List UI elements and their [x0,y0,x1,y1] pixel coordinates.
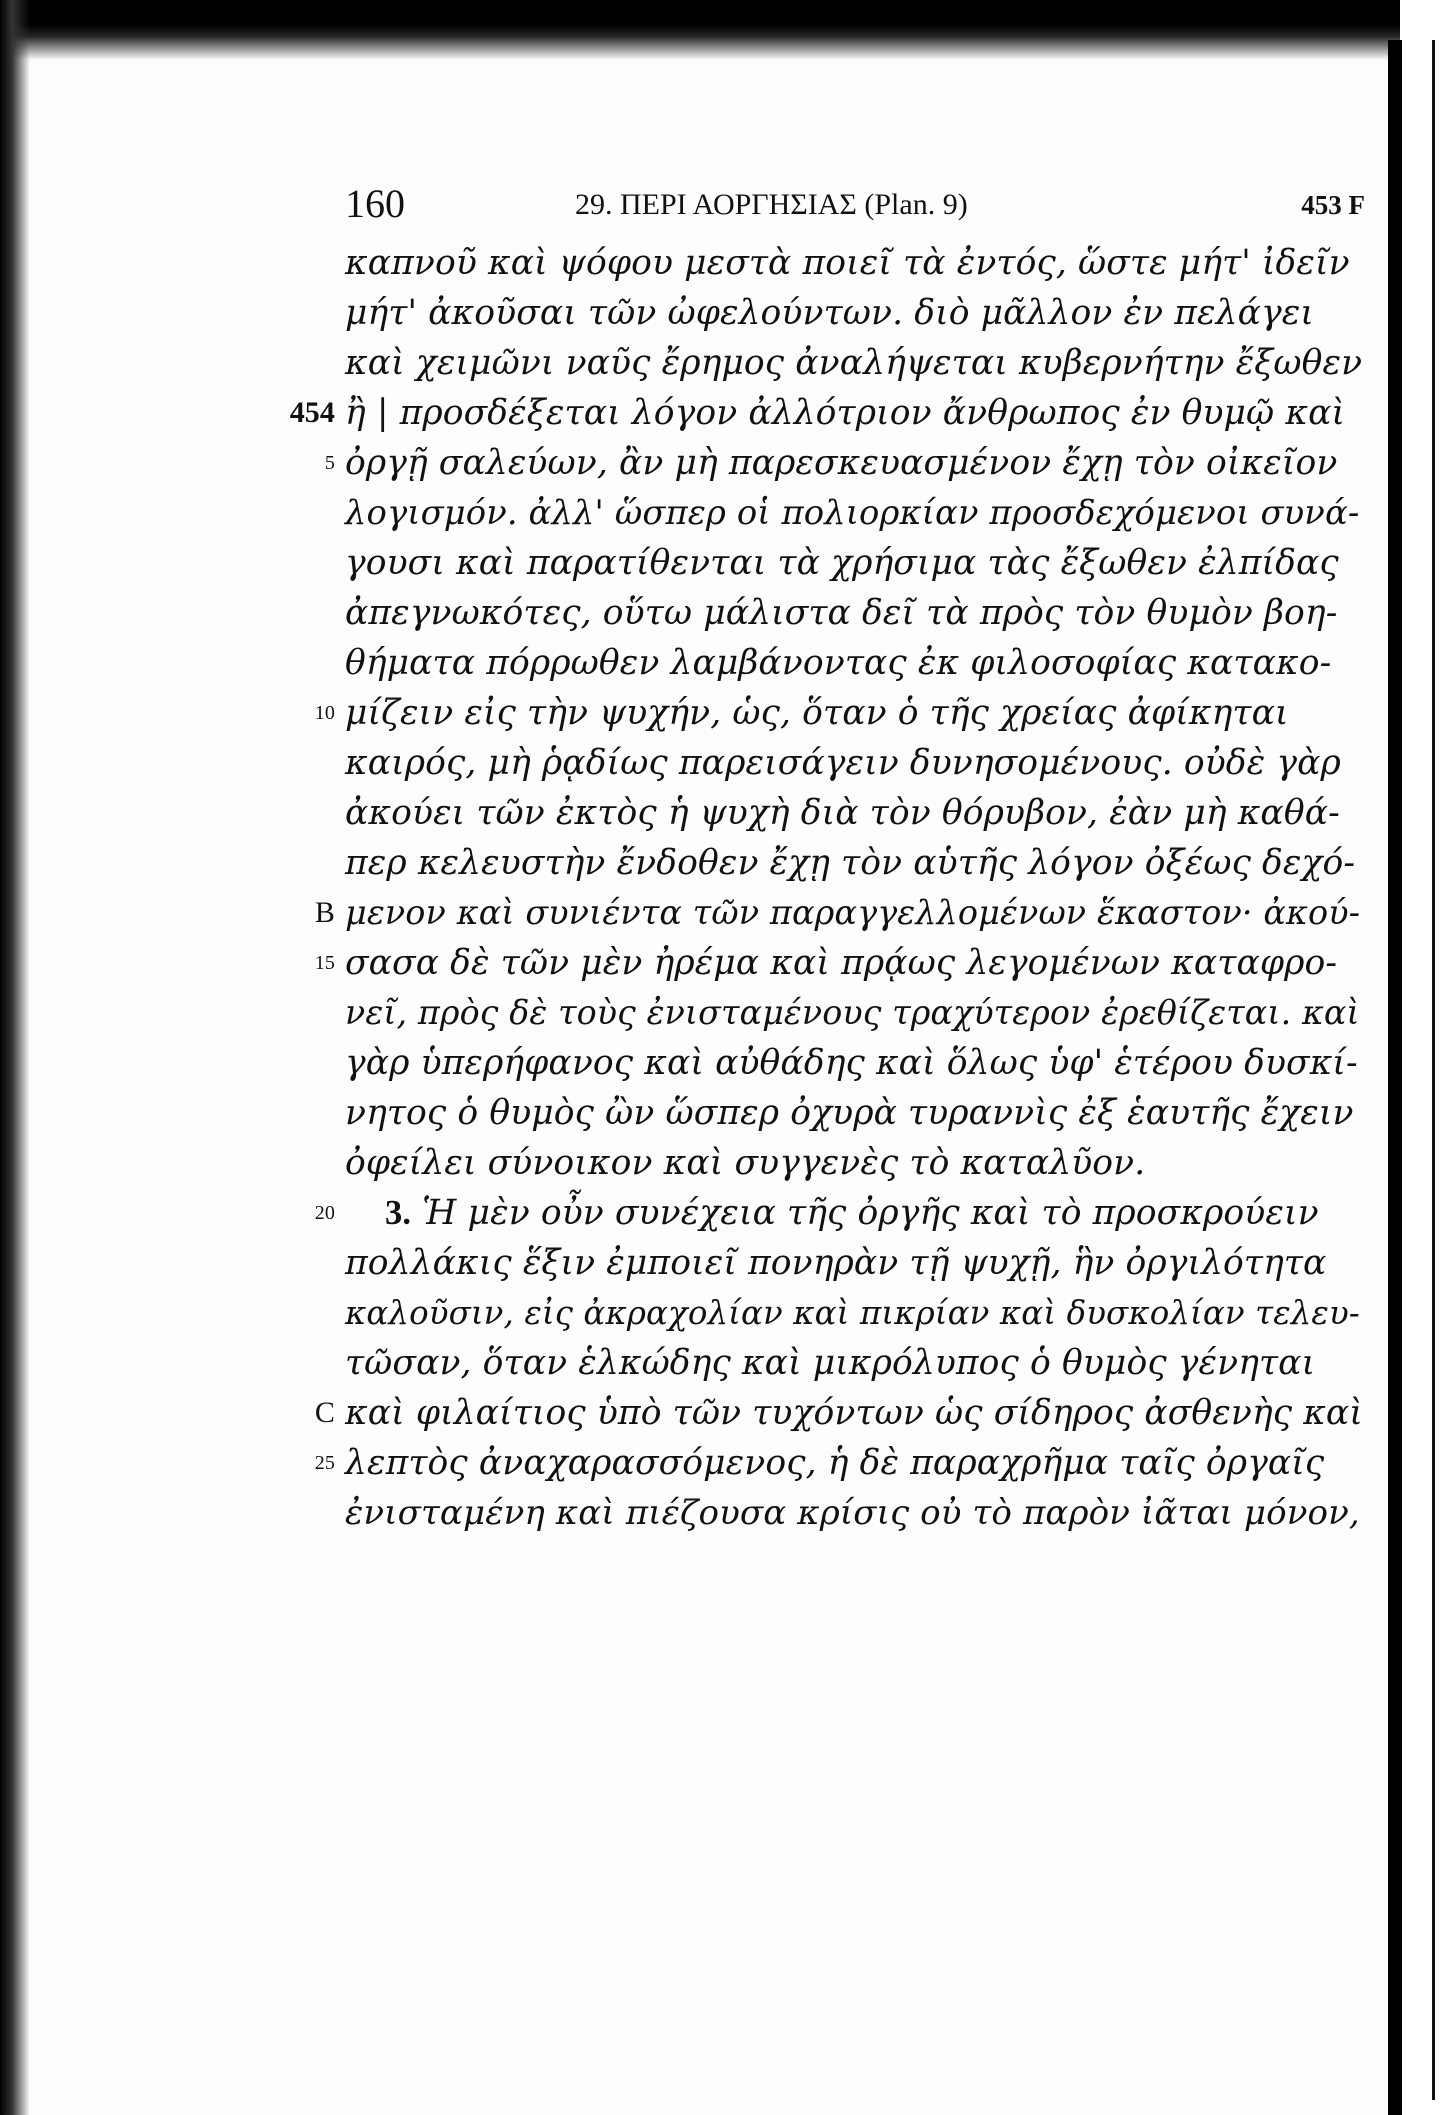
line-text: θήματα πόρρωθεν λαμβάνοντας ἐκ φιλοσοφίας κατακο- [345,643,1332,683]
text-line [345,1238,1365,1288]
line-text: λεπτὸς ἀναχαρασσόμενος, ἡ δὲ παραχρῆμα ταῖς ὀργαῖς [345,1443,1325,1483]
margin-marker: 15 [314,952,335,974]
text-line [314,938,1365,988]
text-line [345,638,1365,688]
line-text: γουσι καὶ παρατίθενται τὰ χρήσιμα τὰς ἔξωθεν ἐλπίδας [345,543,1339,583]
text-line [345,288,1365,338]
line-text: περ κελευστὴν ἔνδοθεν ἔχῃ τὸν αὑτῆς λόγον ὀξέως δεχό- [345,843,1356,883]
line-text: καλοῦσιν, εἰς ἀκραχολίαν καὶ πικρίαν καὶ δυσκολίαν τελευ- [345,1294,1360,1332]
text-line [324,438,1365,488]
line-text: μήτ' ἀκοῦσαι τῶν ὠφελούντων. διὸ μᾶλλον ἐν πελάγει [345,293,1314,333]
margin-marker: C [314,1396,335,1429]
facing-page-rule [1432,40,1435,2100]
line-text: καὶ φιλαίτιος ὑπὸ τῶν τυχόντων ὡς σίδηρος ἀσθενὴς καὶ [345,1393,1363,1433]
text-line [345,838,1365,888]
margin-marker: 25 [314,1452,335,1474]
line-text: πολλάκις ἕξιν ἐμποιεῖ πονηρὰν τῇ ψυχῇ, ἣν ὀργιλότητα [345,1243,1327,1283]
line-text: νεῖ, πρὸς δὲ τοὺς ἐνισταμένους τραχύτερον ἐρεθίζεται. καὶ [345,993,1360,1032]
facing-page-edge [1400,0,1454,2115]
text-line [314,1438,1365,1488]
text-line [345,1038,1365,1088]
text-line [314,1388,1365,1438]
text-line [345,1338,1365,1388]
margin-marker: 20 [314,1202,335,1224]
text-line [289,388,1365,438]
line-text: Ἡ μὲν οὖν συνέχεια τῆς ὀργῆς καὶ τὸ προσκρούειν [422,1193,1319,1233]
line-text: ὀφείλει σύνοικον καὶ συγγενὲς τὸ καταλῦον. [345,1143,1146,1183]
scan-edge-left [0,0,30,2115]
book-gutter [1388,40,1402,2115]
text-line [345,988,1365,1038]
margin-marker: 5 [324,452,335,474]
line-text: ἀκούει τῶν ἐκτὸς ἡ ψυχὴ διὰ τὸν θόρυβον, ἐὰν μὴ καθά- [345,793,1340,833]
text-line [345,1288,1365,1338]
line-text: ὀργῇ σαλεύων, ἂν μὴ παρεσκευασμένον ἔχῃ τὸν οἰκεῖον [345,443,1338,483]
text-line [345,538,1365,588]
margin-marker: 10 [314,702,335,724]
line-text: μίζειν εἰς τὴν ψυχήν, ὡς, ὅταν ὁ τῆς χρείας ἀφίκηται [345,693,1289,733]
text-line [345,338,1365,388]
line-text: καιρός, μὴ ῥᾳδίως παρεισάγειν δυνησομένους. οὐδὲ γὰρ [345,743,1341,783]
text-line [345,1488,1365,1538]
text-line [345,238,1365,288]
line-text: μενον καὶ συνιέντα τῶν παραγγελλομένων ἕκαστον· ἀκού- [345,893,1361,932]
line-text: ἢ | προσδέξεται λόγον ἀλλότριον ἄνθρωπος ἐν θυμῷ καὶ [345,393,1346,433]
margin-marker: 454 [289,396,335,429]
text-line [314,1188,1365,1238]
section-number: 3. [385,1194,412,1232]
page-number: 160 [345,181,405,226]
text-line [345,588,1365,638]
text-line [345,488,1365,538]
running-title: 29. ΠΕΡΙ ΑΟΡΓΗΣΙΑΣ (Plan. 9) [575,188,968,221]
text-line [345,788,1365,838]
scan-edge-top [0,0,1454,60]
line-text: καὶ χειμῶνι ναῦς ἔρημος ἀναλήψεται κυβερνήτην ἔξωθεν [345,343,1363,383]
line-text: σασα δὲ τῶν μὲν ἠρέμα καὶ πρᾴως λεγομένων καταφρο- [345,943,1338,983]
line-text: λογισμόν. ἀλλ' ὥσπερ οἱ πολιορκίαν προσδεχόμενοι συνά- [345,493,1360,532]
line-text: γὰρ ὑπερήφανος καὶ αὐθάδης καὶ ὅλως ὑφ' ἑτέρου δυσκί- [345,1043,1358,1083]
text-line [314,888,1365,938]
line-text: ἀπεγνωκότες, οὕτω μάλιστα δεῖ τὰ πρὸς τὸν θυμὸν βοη- [345,593,1338,633]
text-line [345,738,1365,788]
stephanus-reference: 453 F [1301,190,1365,220]
line-text: τῶσαν, ὅταν ἑλκώδης καὶ μικρόλυπος ὁ θυμὸς γένηται [345,1343,1316,1383]
margin-marker: B [314,896,335,929]
line-text: ἐνισταμένη καὶ πιέζουσα κρίσις οὐ τὸ παρὸν ἰᾶται μόνον, [345,1493,1360,1533]
greek-text-body [289,238,1365,1538]
text-line [314,688,1365,738]
page-header [345,180,1365,230]
line-text: καπνοῦ καὶ ψόφου μεστὰ ποιεῖ τὰ ἐντός, ὥστε μήτ' ἰδεῖν [345,243,1350,283]
line-text: νητος ὁ θυμὸς ὢν ὥσπερ ὀχυρὰ τυραννὶς ἐξ ἑαυτῆς ἔχειν [345,1093,1354,1133]
text-line [345,1138,1365,1188]
text-line [345,1088,1365,1138]
